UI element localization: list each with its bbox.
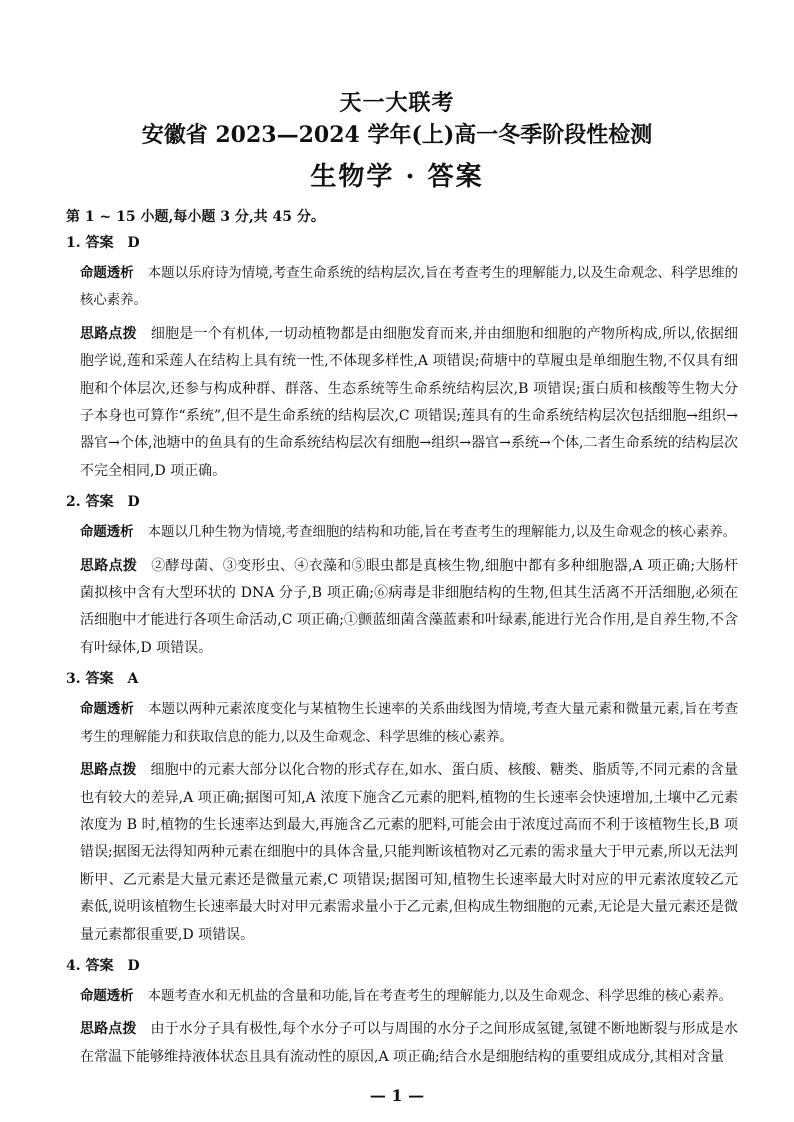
intent-text: 本题考查水和无机盐的含量和功能,旨在考查考生的理解能力,以及生命观念、科学思维的核心素养。: [147, 988, 732, 1004]
intent-label: 命题透析: [80, 266, 134, 281]
hint-text: 细胞中的元素大部分以化合物的形式存在,如水、蛋白质、核酸、糖类、脂质等,不同元素的含量也有较大的差异,A 项正确;据图可知,A 浓度下施含乙元素的肥料,植物的生长速率会快速增加,土壤中乙元素浓度为 B 时,植物的生长速率达到最大,再施含乙元素的肥料,可能会由于浓度过高而不利于该植物生长,B 项错误;据图无法得知两种元素在细胞中的具体含量,只能判断该植物对乙元素的需求量大于甲元素,所以无法判断甲、乙元素是大量元素还是微量元素,C 项错误;据图可知,植物生长速率最大时对应的甲元素浓度较乙元素低,说明该植物生长速率最大时对甲元素需求量小于乙元素,但构成生物细胞的元素,无论是大量元素还是微量元素都很重要,D 项错误。: [80, 762, 739, 943]
hint-paragraph: [66, 553, 738, 663]
exam-organizer-title: 天一大联考: [339, 90, 455, 116]
question-heading: 4. 答案 D: [66, 957, 140, 974]
page-number: — 1 —: [369, 1086, 425, 1105]
intent-paragraph: [66, 519, 738, 546]
intent-label: 命题透析: [80, 525, 134, 541]
intent-paragraph: [66, 983, 738, 1010]
intent-text: 本题以两种元素浓度变化与某植物生长速率的关系曲线图为情境,考查大量元素和微量元素,旨在考查考生的理解能力和获取信息的能力,以及生命观念、科学思维的核心素养。: [80, 702, 738, 745]
hint-paragraph: [66, 321, 738, 485]
question-heading: 1. 答案 D: [66, 235, 140, 251]
exam-title: 安徽省 2023—2024 学年(上)高一冬季阶段性检测: [141, 122, 653, 148]
hint-paragraph: [66, 1016, 738, 1071]
intent-paragraph: [66, 260, 738, 315]
hint-label: 思路点拨: [80, 325, 137, 342]
question-heading: 2. 答案 D: [66, 494, 140, 511]
hint-text: 由于水分子具有极性,每个水分子可以与周围的水分子之间形成氢键,氢键不断地断裂与形成是水在常温下能够维持液体状态且具有流动性的原因,A 项正确;结合水是细胞结构的重要组成成分,其相对含量: [80, 1021, 739, 1065]
hint-text: ②酵母菌、③变形虫、④衣藻和⑤眼虫都是真核生物,细胞中都有多种细胞器,A 项正确;大肠杆菌拟核中含有大型环状的 DNA 分子,B 项正确;⑥病毒是非细胞结构的生物,但其生活离不开活细胞,必须在活细胞中才能进行各项生命活动,C 项正确;①颤蓝细菌含藻蓝素和叶绿素,能进行光合作用,是自养生物,不含有叶绿体,D 项错误。: [80, 557, 738, 656]
intent-label: 命题透析: [80, 988, 134, 1004]
hint-text: 细胞是一个有机体,一切动植物都是由细胞发育而来,并由细胞和细胞的产物所构成,所以,依据细胞学说,莲和采莲人在结构上具有统一性,不体现多样性,A 项错误;荷塘中的草履虫是单细胞生物,不仅具有细胞和个体层次,还参与构成种群、群落、生态系统等生命系统结构层次,B 项错误;蛋白质和核酸等生物大分子本身也可算作“系统”,但不是生命系统的结构层次,C 项错误;莲具有的生命系统结构层次包括细胞→组织→器官→个体,池塘中的鱼具有的生命系统结构层次有细胞→组织→器官→系统→个体,二者生命系统的结构层次不完全相同,D 项正确。: [80, 325, 738, 479]
answer-list: [66, 232, 738, 1077]
hint-label: 思路点拨: [80, 557, 138, 574]
intent-label: 命题透析: [80, 702, 135, 718]
intent-text: 本题以几种生物为情境,考查细胞的结构和功能,旨在考查考生的理解能力,以及生命观念的核心素养。: [147, 525, 737, 541]
hint-label: 思路点拨: [80, 762, 137, 779]
section-intro: 第 1 ~ 15 小题,每小题 3 分,共 45 分。: [66, 209, 325, 225]
question-heading: 3. 答案 A: [66, 671, 139, 688]
hint-paragraph: [66, 757, 738, 949]
intent-text: 本题以乐府诗为情境,考查生命系统的结构层次,旨在考查考生的理解能力,以及生命观念、科学思维的核心素养。: [80, 266, 738, 309]
hint-label: 思路点拨: [80, 1021, 137, 1038]
intent-paragraph: [66, 696, 738, 751]
subject-title: 生物学 · 答案: [310, 162, 484, 192]
